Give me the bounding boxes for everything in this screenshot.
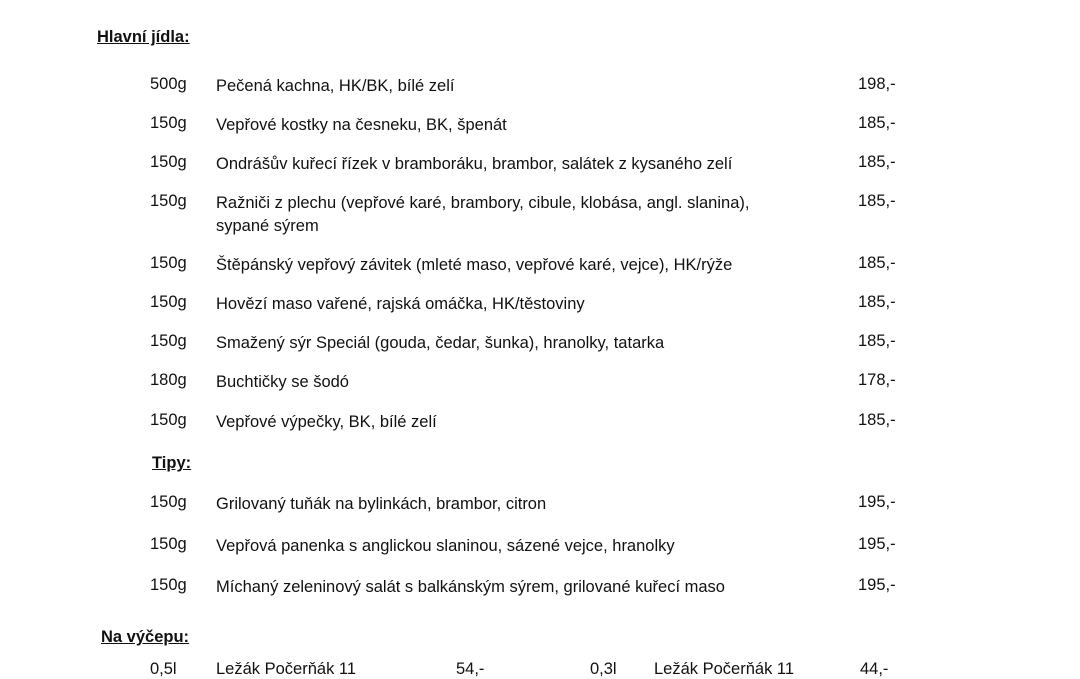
item-price: 185,- [858,153,896,171]
item-quantity: 180g [150,371,187,389]
beer-price: 54,- [456,660,485,678]
beer-name: Ležák Počerňák 11 [654,660,795,678]
item-name: Ražniči z plechu (vepřové karé, brambory, cibule, klobása, angl. slanina), sypané sýrem [216,194,750,235]
item-name: Pečená kachna, HK/BK, bílé zelí [216,77,455,95]
main-dishes-heading: Hlavní jídla: [97,28,190,46]
item-price: 185,- [858,192,896,210]
item-quantity: 150g [150,293,187,311]
item-quantity: 150g [150,332,187,350]
item-name: Vepřová panenka s anglickou slaninou, sázené vejce, hranolky [216,537,675,555]
beer-volume: 0,5l [150,660,177,678]
item-name: Hovězí maso vařené, rajská omáčka, HK/těstoviny [216,295,585,313]
item-name: Buchtičky se šodó [216,373,349,391]
item-quantity: 150g [150,114,187,132]
item-price: 195,- [858,535,896,553]
item-name: Ondrášův kuřecí řízek v bramboráku, brambor, salátek z kysaného zelí [216,155,733,173]
item-price: 185,- [858,293,896,311]
item-quantity: 150g [150,535,187,553]
item-name: Štěpánský vepřový závitek (mleté maso, vepřové karé, vejce), HK/rýže [216,256,733,274]
item-price: 178,- [858,371,896,389]
item-quantity: 150g [150,576,187,594]
item-price: 185,- [858,254,896,272]
item-price: 198,- [858,75,896,93]
item-name: Míchaný zeleninový salát s balkánským sýrem, grilované kuřecí maso [216,578,725,596]
item-quantity: 500g [150,75,187,93]
item-price: 195,- [858,576,896,594]
beer-name: Ležák Počerňák 11 [216,660,357,678]
item-price: 185,- [858,114,896,132]
item-quantity: 150g [150,493,187,511]
tips-heading: Tipy: [152,454,192,472]
item-price: 185,- [858,411,896,429]
item-name: Grilovaný tuňák na bylinkách, brambor, citron [216,495,547,513]
item-name: Vepřové výpečky, BK, bílé zelí [216,413,437,431]
beer-volume: 0,3l [590,660,617,678]
item-quantity: 150g [150,254,187,272]
beer-price: 44,- [860,660,889,678]
item-quantity: 150g [150,411,187,429]
item-name: Vepřové kostky na česneku, BK, špenát [216,116,507,134]
item-quantity: 150g [150,192,187,210]
item-name: Smažený sýr Speciál (gouda, čedar, šunka), hranolky, tatarka [216,334,665,352]
item-quantity: 150g [150,153,187,171]
on-tap-heading: Na výčepu: [101,628,190,646]
item-price: 185,- [858,332,896,350]
item-price: 195,- [858,493,896,511]
